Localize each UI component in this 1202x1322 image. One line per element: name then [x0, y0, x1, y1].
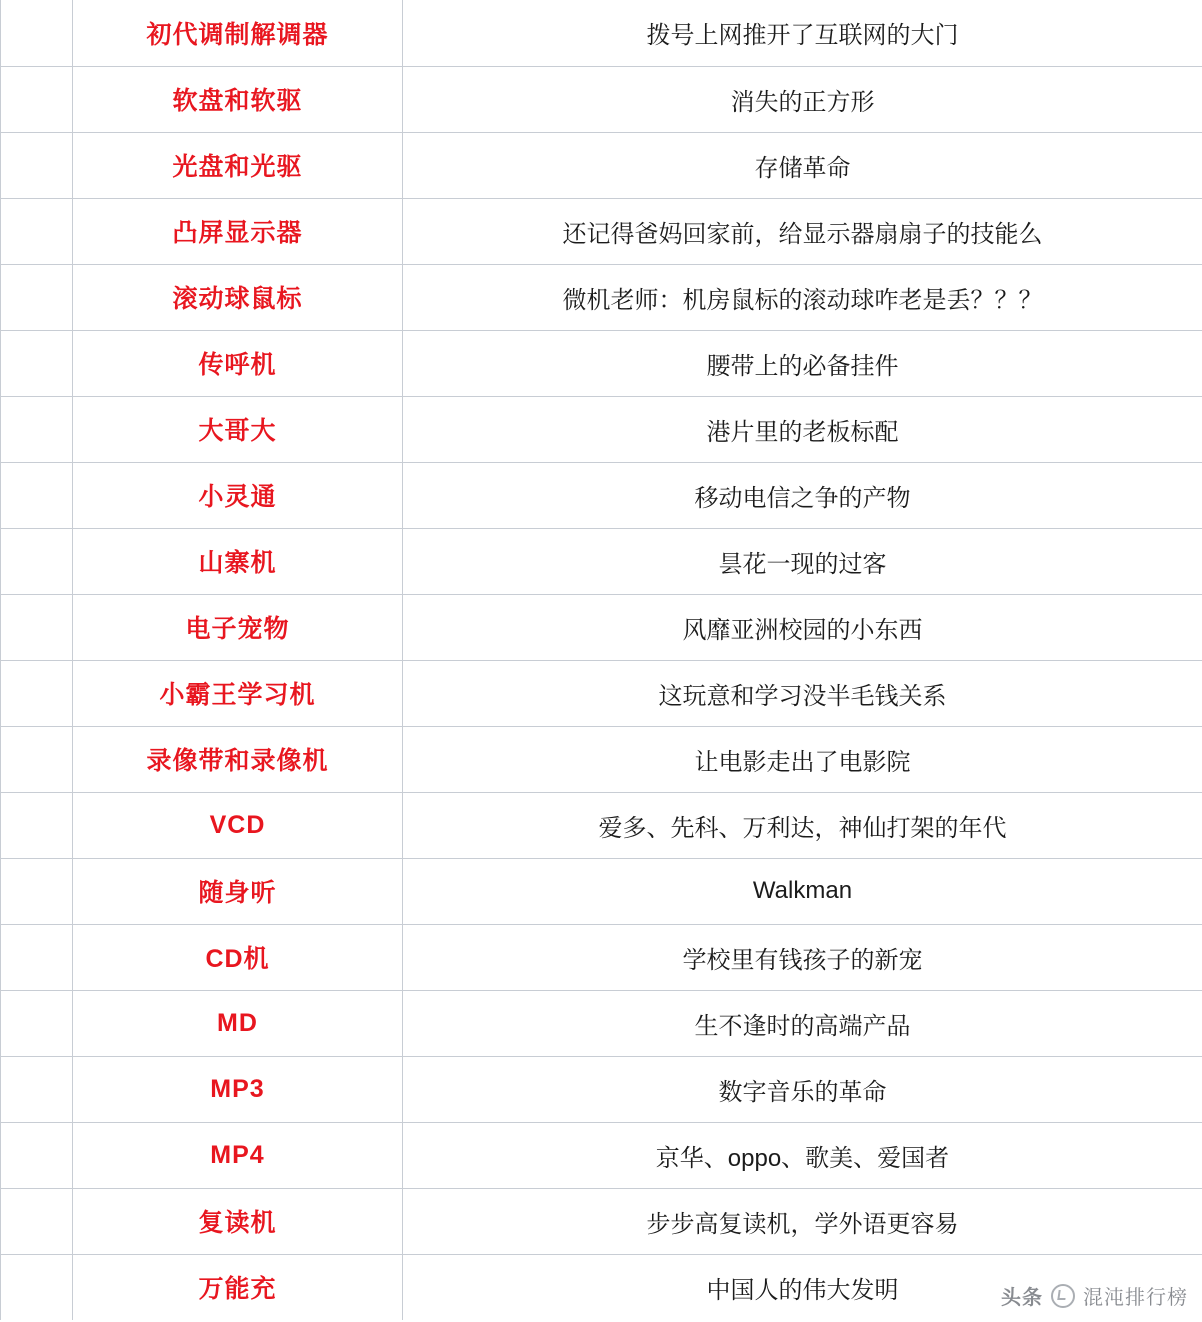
gadget-name-cell: 软盘和软驱 — [73, 66, 403, 132]
row-gutter — [1, 1254, 73, 1320]
gadget-name-cell: 万能充 — [73, 1254, 403, 1320]
gadget-name-cell: 光盘和光驱 — [73, 132, 403, 198]
row-gutter — [1, 792, 73, 858]
gadget-desc-cell: 这玩意和学习没半毛钱关系 — [403, 660, 1202, 726]
row-gutter — [1, 66, 73, 132]
gadget-name-cell: 电子宠物 — [73, 594, 403, 660]
gadget-desc-cell: 腰带上的必备挂件 — [403, 330, 1202, 396]
gadget-desc-cell: 风靡亚洲校园的小东西 — [403, 594, 1202, 660]
gadget-desc-cell: 生不逢时的高端产品 — [403, 990, 1202, 1056]
table-body — [1, 0, 1202, 1320]
table-row — [1, 594, 1202, 660]
gadget-desc-cell: 让电影走出了电影院 — [403, 726, 1202, 792]
gadget-desc-cell: 京华、oppo、歌美、爱国者 — [403, 1122, 1202, 1188]
table-row — [1, 330, 1202, 396]
table-row — [1, 0, 1202, 66]
gadget-name-cell: CD机 — [73, 924, 403, 990]
gadget-name-cell: 小灵通 — [73, 462, 403, 528]
toutiao-logo-icon: 头条 — [1001, 1287, 1043, 1309]
gadget-desc-cell: 消失的正方形 — [403, 66, 1202, 132]
gadget-desc-cell: 数字音乐的革命 — [403, 1056, 1202, 1122]
gadget-name-cell: 滚动球鼠标 — [73, 264, 403, 330]
gadget-name-cell: 复读机 — [73, 1188, 403, 1254]
gadget-desc-cell: 存储革命 — [403, 132, 1202, 198]
gadget-desc-cell: 港片里的老板标配 — [403, 396, 1202, 462]
gadget-desc-cell: 爱多、先科、万利达，神仙打架的年代 — [403, 792, 1202, 858]
table-row — [1, 792, 1202, 858]
table-row — [1, 1254, 1202, 1320]
row-gutter — [1, 1188, 73, 1254]
watermark-label: 混沌排行榜 — [1083, 1287, 1188, 1309]
table-row — [1, 660, 1202, 726]
gadget-name-cell: VCD — [73, 792, 403, 858]
table-row — [1, 198, 1202, 264]
row-gutter — [1, 396, 73, 462]
row-gutter — [1, 528, 73, 594]
table-row — [1, 1122, 1202, 1188]
gadget-desc-cell: 步步高复读机，学外语更容易 — [403, 1188, 1202, 1254]
row-gutter — [1, 594, 73, 660]
gadget-desc-cell: Walkman — [403, 858, 1202, 924]
gadget-desc-cell: 中国人的伟大发明 — [403, 1254, 1202, 1320]
gadget-name-cell: 传呼机 — [73, 330, 403, 396]
gadget-name-cell: MP3 — [73, 1056, 403, 1122]
table-row — [1, 1188, 1202, 1254]
row-gutter — [1, 726, 73, 792]
gadget-desc-cell: 拨号上网推开了互联网的大门 — [403, 0, 1202, 66]
row-gutter — [1, 330, 73, 396]
gadget-name-cell: 小霸王学习机 — [73, 660, 403, 726]
gadget-name-cell: 初代调制解调器 — [73, 0, 403, 66]
gadget-desc-cell: 还记得爸妈回家前，给显示器扇扇子的技能么 — [403, 198, 1202, 264]
table-row — [1, 132, 1202, 198]
row-gutter — [1, 0, 73, 66]
table-row — [1, 66, 1202, 132]
gadget-desc-cell: 学校里有钱孩子的新宠 — [403, 924, 1202, 990]
gadget-desc-cell: 移动电信之争的产物 — [403, 462, 1202, 528]
table-row — [1, 924, 1202, 990]
row-gutter — [1, 990, 73, 1056]
table-row — [1, 396, 1202, 462]
row-gutter — [1, 1056, 73, 1122]
row-gutter — [1, 132, 73, 198]
table-row — [1, 528, 1202, 594]
table-row — [1, 726, 1202, 792]
gadget-desc-cell: 昙花一现的过客 — [403, 528, 1202, 594]
gadget-name-cell: MD — [73, 990, 403, 1056]
gadget-name-cell: 山寨机 — [73, 528, 403, 594]
table-row — [1, 1056, 1202, 1122]
gadget-name-cell: MP4 — [73, 1122, 403, 1188]
gadget-name-cell: 随身听 — [73, 858, 403, 924]
gadget-name-cell: 凸屏显示器 — [73, 198, 403, 264]
gadget-desc-cell: 微机老师：机房鼠标的滚动球咋老是丢？？？ — [403, 264, 1202, 330]
row-gutter — [1, 198, 73, 264]
row-gutter — [1, 858, 73, 924]
gadget-name-cell: 录像带和录像机 — [73, 726, 403, 792]
gadget-name-cell: 大哥大 — [73, 396, 403, 462]
table-row — [1, 858, 1202, 924]
table-row — [1, 990, 1202, 1056]
row-gutter — [1, 660, 73, 726]
table-row — [1, 264, 1202, 330]
row-gutter — [1, 264, 73, 330]
table-row — [1, 462, 1202, 528]
row-gutter — [1, 462, 73, 528]
row-gutter — [1, 924, 73, 990]
row-gutter — [1, 1122, 73, 1188]
